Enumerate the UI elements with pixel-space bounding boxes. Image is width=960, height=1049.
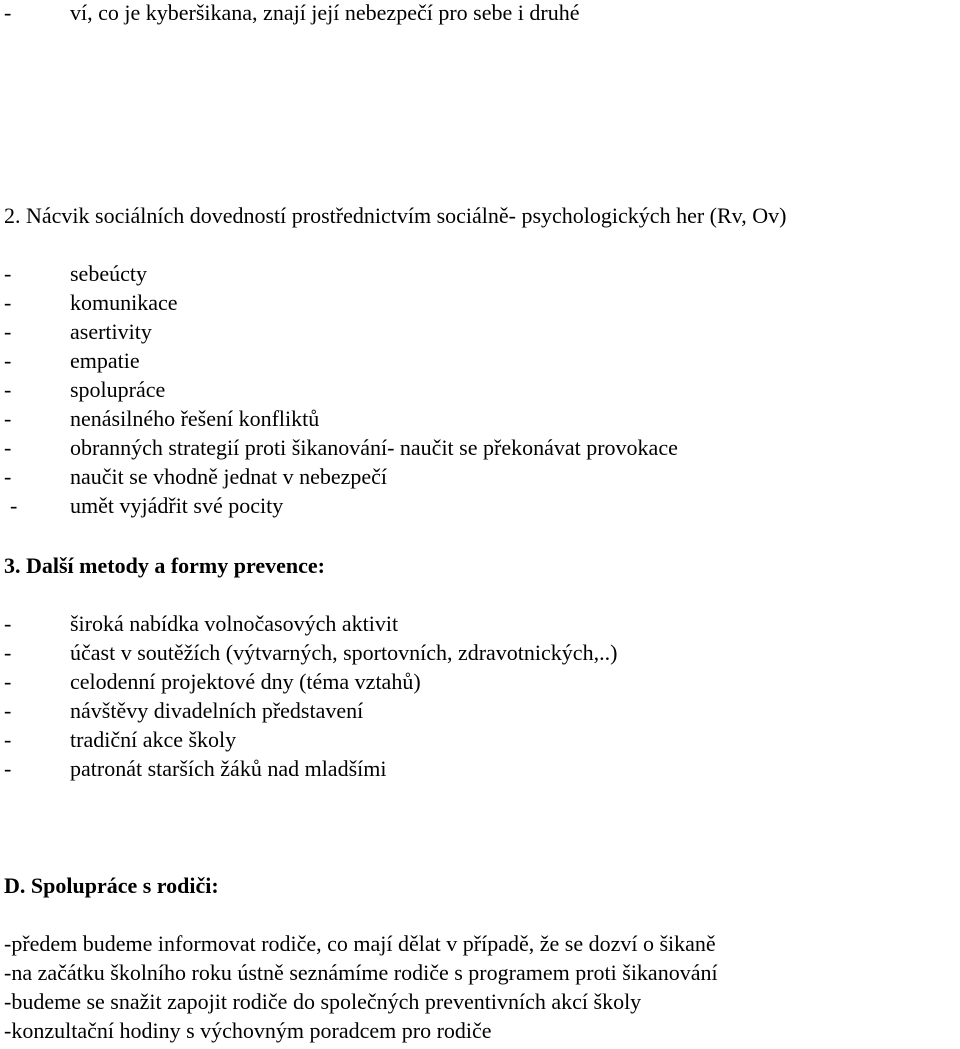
list-item [4, 317, 11, 346]
list-item [4, 288, 11, 317]
list-item-text: návštěvy divadelních představení [70, 698, 364, 723]
list-item [4, 638, 11, 667]
section-heading-d: D. Spolupráce s rodiči: [4, 873, 219, 898]
list-dash: - [4, 377, 12, 402]
list-dash: - [4, 640, 12, 665]
list-item-text: široká nabídka volnočasových aktivit [70, 611, 399, 636]
list-dash: - [4, 406, 12, 431]
list-item-text: obranných strategií proti šikanování- naučit se překonávat provokace [70, 435, 678, 460]
list-item [4, 609, 11, 638]
list-item [4, 725, 11, 754]
list-dash: - [4, 727, 12, 752]
list-dash: - [4, 435, 12, 460]
list-dash: - [4, 464, 12, 489]
list-item [4, 433, 11, 462]
list-item [4, 375, 11, 404]
list-item [10, 491, 17, 520]
list-item-text: patronát starších žáků nad mladšími [70, 756, 387, 781]
list-item [4, 259, 11, 288]
list-item-text: -na začátku školního roku ústně seznámíme rodiče s programem proti šikanování [4, 960, 718, 985]
section-heading-2: 2. Nácvik sociálních dovedností prostřednictvím sociálně- psychologických her (Rv, Ov) [4, 203, 787, 228]
list-dash: - [4, 261, 12, 286]
list-item [4, 0, 11, 27]
list-item-text: sebeúcty [70, 261, 147, 286]
list-item-text: umět vyjádřit své pocity [70, 493, 284, 518]
list-dash: - [4, 348, 12, 373]
list-item-text: účast v soutěžích (výtvarných, sportovních, zdravotnických,..) [70, 640, 618, 665]
list-item [4, 462, 11, 491]
list-item [4, 696, 11, 725]
list-dash: - [4, 698, 12, 723]
list-item-text: komunikace [70, 290, 178, 315]
list-dash: - [4, 290, 12, 315]
list-item [4, 754, 11, 783]
list-dash: - [4, 319, 12, 344]
list-item [4, 404, 11, 433]
list-item [4, 667, 11, 696]
list-dash: - [4, 669, 12, 694]
list-item-text: -konzultační hodiny s výchovným poradcem pro rodiče [4, 1018, 492, 1043]
list-dash: - [10, 493, 18, 518]
list-dash: - [4, 0, 12, 25]
list-item-text: -budeme se snažit zapojit rodiče do společných preventivních akcí školy [4, 989, 642, 1014]
section-heading-3: 3. Další metody a formy prevence: [4, 553, 325, 578]
list-dash: - [4, 756, 12, 781]
list-item-text: empatie [70, 348, 140, 373]
list-item [4, 346, 11, 375]
list-item-text: celodenní projektové dny (téma vztahů) [70, 669, 421, 694]
list-item-text: nenásilného řešení konfliktů [70, 406, 320, 431]
list-item-text: spolupráce [70, 377, 166, 402]
list-item-text: tradiční akce školy [70, 727, 237, 752]
list-dash: - [4, 611, 12, 636]
list-item-text: ví, co je kyberšikana, znají její nebezpečí pro sebe i druhé [70, 0, 580, 25]
list-item-text: naučit se vhodně jednat v nebezpečí [70, 464, 388, 489]
list-item-text: -předem budeme informovat rodiče, co mají dělat v případě, že se dozví o šikaně [4, 931, 716, 956]
list-item-text: asertivity [70, 319, 152, 344]
